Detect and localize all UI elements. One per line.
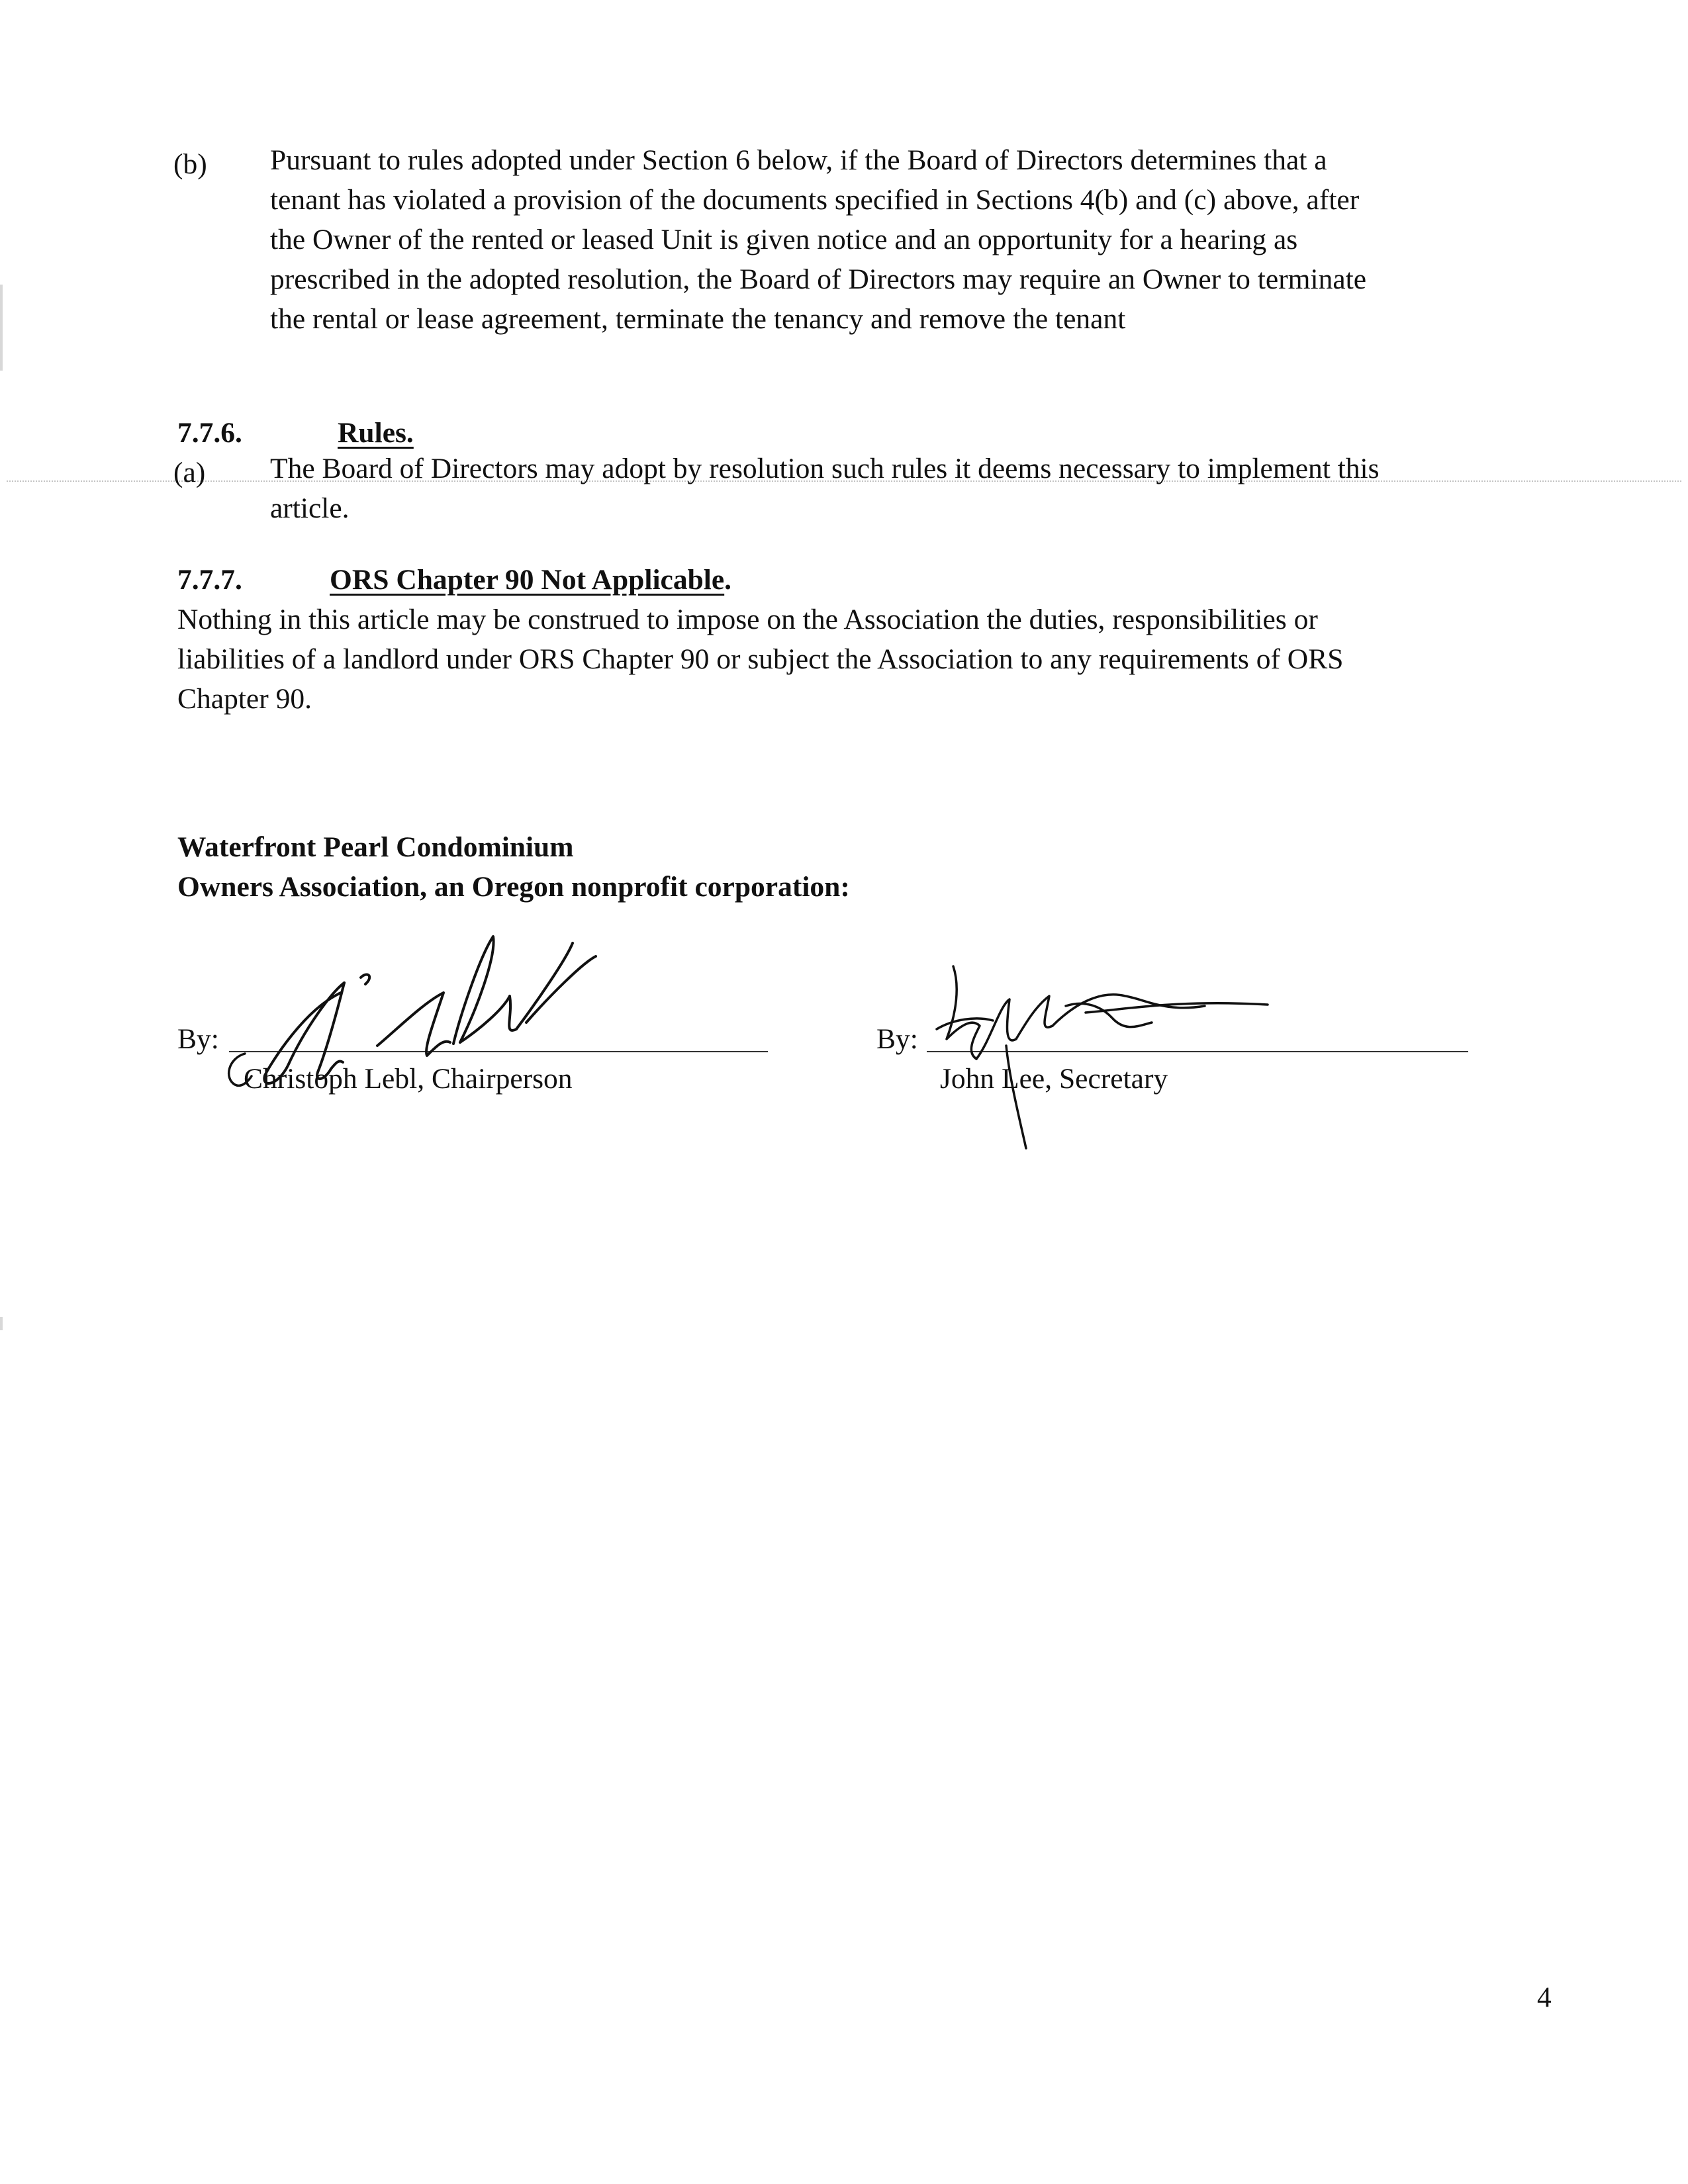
section-777-number: 7.7.7. [177, 564, 242, 596]
text-line: the Owner of the rented or leased Unit is given notice and an opportunity for a hearing as [270, 224, 1298, 255]
section-b-text [270, 140, 1548, 339]
text-line: prescribed in the adopted resolution, the Board of Directors may require an Owner to terminate [270, 263, 1367, 295]
left-signer-name: Christoph Lebl, Chairperson [244, 1063, 573, 1095]
text-line: the rental or lease agreement, terminate the tenancy and remove the tenant [270, 303, 1126, 335]
left-by-label: By: [177, 1023, 219, 1055]
right-signer-name: John Lee, Secretary [940, 1063, 1168, 1095]
text-line: The Board of Directors may adopt by resolution such rules it deems necessary to implement this [270, 453, 1380, 484]
section-776-text [270, 449, 1548, 528]
scan-edge-mark [0, 285, 3, 371]
association-line: Owners Association, an Oregon nonprofit corporation: [177, 871, 850, 903]
page-number: 4 [1537, 1981, 1552, 2013]
text-line: tenant has violated a provision of the documents specified in Sections 4(b) and (c) above, after [270, 184, 1360, 216]
section-777-text [177, 600, 1568, 719]
text-line: Chapter 90. [177, 683, 312, 715]
text-line: Nothing in this article may be construed to impose on the Association the duties, responsibilities or [177, 604, 1318, 635]
text-line: Pursuant to rules adopted under Section 6 below, if the Board of Directors determines that a [270, 144, 1327, 176]
right-by-label: By: [876, 1023, 918, 1055]
section-776-item-label: (a) [173, 457, 206, 488]
association-line: Waterfront Pearl Condominium [177, 831, 574, 863]
association-name [177, 827, 850, 907]
section-776-title: Rules. [338, 417, 414, 449]
scan-edge-mark [0, 1317, 3, 1330]
text-line: article. [270, 492, 350, 524]
section-777-title-period: . [724, 564, 732, 596]
section-776-number: 7.7.6. [177, 417, 242, 449]
text-line: liabilities of a landlord under ORS Chapter 90 or subject the Association to any requirements of ORS [177, 643, 1344, 675]
section-777-title: ORS Chapter 90 Not Applicable [330, 564, 725, 596]
section-b-label: (b) [173, 148, 207, 180]
section-777-heading [330, 560, 731, 600]
